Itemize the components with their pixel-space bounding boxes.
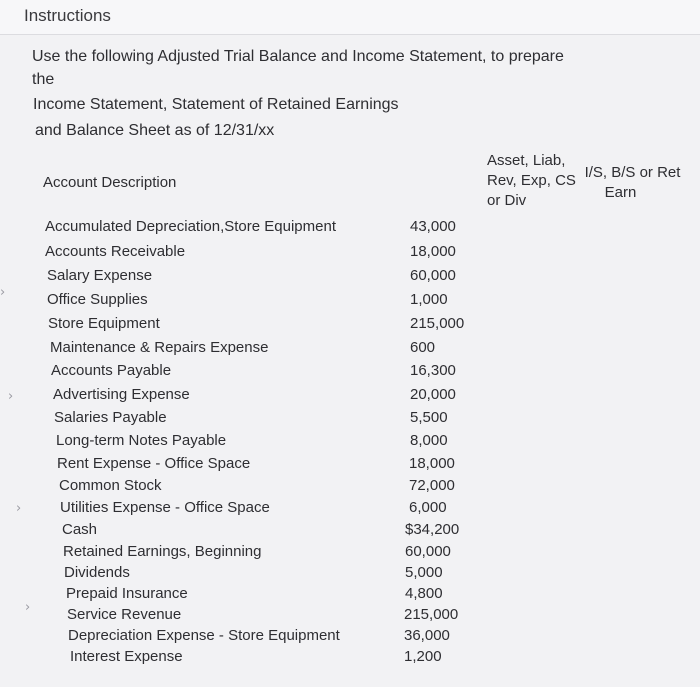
- account-amount: 72,000: [409, 477, 455, 494]
- instruction-line-1: Use the following Adjusted Trial Balance and Income Statement, to prepare: [32, 48, 564, 65]
- account-amount: 6,000: [409, 499, 447, 516]
- account-amount: 60,000: [405, 543, 451, 560]
- account-amount: 5,000: [405, 564, 443, 581]
- account-label: Retained Earnings, Beginning: [63, 543, 262, 560]
- account-label: Cash: [62, 521, 98, 538]
- account-amount: 8,000: [410, 432, 448, 449]
- account-label: Rent Expense - Office Space: [57, 455, 251, 472]
- account-label: Accounts Receivable: [45, 243, 186, 260]
- account-label: Salaries Payable: [54, 409, 167, 426]
- instruction-line-4: and Balance Sheet as of 12/31/xx: [35, 122, 275, 139]
- account-label: Depreciation Expense - Store Equipment: [68, 627, 340, 644]
- statement-header-line: I/S, B/S or Ret: [584, 164, 681, 181]
- instruction-line-3: Income Statement, Statement of Retained Earnings: [33, 96, 399, 113]
- account-amount: 1,200: [404, 648, 442, 665]
- account-label: Accumulated Depreciation,Store Equipment: [45, 218, 336, 235]
- account-amount: 4,800: [405, 585, 443, 602]
- type-header-line: Rev, Exp, CS: [487, 172, 576, 189]
- account-amount: 60,000: [410, 267, 456, 284]
- account-amount: 16,300: [410, 362, 456, 379]
- account-label: Store Equipment: [48, 315, 160, 332]
- type-header-line: Asset, Liab,: [487, 152, 566, 169]
- type-header-line: or Div: [487, 192, 527, 209]
- account-label: Service Revenue: [67, 606, 182, 623]
- account-label: Salary Expense: [47, 267, 153, 284]
- account-amount: $34,200: [405, 521, 460, 538]
- account-amount: 215,000: [410, 315, 465, 332]
- statement-column-header: [580, 163, 685, 203]
- account-amount: 1,000: [410, 291, 448, 308]
- account-amount: 20,000: [410, 386, 456, 403]
- chevron-right-icon[interactable]: ›: [0, 285, 6, 300]
- account-label: Utilities Expense - Office Space: [60, 499, 270, 516]
- account-label: Advertising Expense: [53, 386, 190, 403]
- account-label: Long-term Notes Payable: [56, 432, 227, 449]
- account-label: Maintenance & Repairs Expense: [50, 339, 269, 356]
- account-label: Interest Expense: [70, 648, 183, 665]
- account-amount: 600: [410, 339, 436, 356]
- account-label: Office Supplies: [47, 291, 148, 308]
- account-amount: 18,000: [410, 243, 456, 260]
- page-title: Instructions: [24, 6, 111, 25]
- instruction-line-2: the: [32, 71, 55, 88]
- chevron-right-icon[interactable]: ›: [25, 600, 31, 615]
- chevron-right-icon[interactable]: ›: [16, 501, 22, 516]
- statement-header-line: Earn: [604, 184, 637, 201]
- chevron-right-icon[interactable]: ›: [8, 389, 14, 404]
- account-amount: 5,500: [410, 409, 448, 426]
- instructions-header: [0, 0, 700, 35]
- account-amount: 43,000: [410, 218, 456, 235]
- account-label: Common Stock: [59, 477, 162, 494]
- account-description-header: Account Description: [43, 174, 177, 191]
- account-amount: 18,000: [409, 455, 455, 472]
- account-label: Prepaid Insurance: [66, 585, 188, 602]
- account-label: Accounts Payable: [51, 362, 172, 379]
- account-amount: 36,000: [404, 627, 450, 644]
- account-amount: 215,000: [404, 606, 459, 623]
- account-label: Dividends: [64, 564, 130, 581]
